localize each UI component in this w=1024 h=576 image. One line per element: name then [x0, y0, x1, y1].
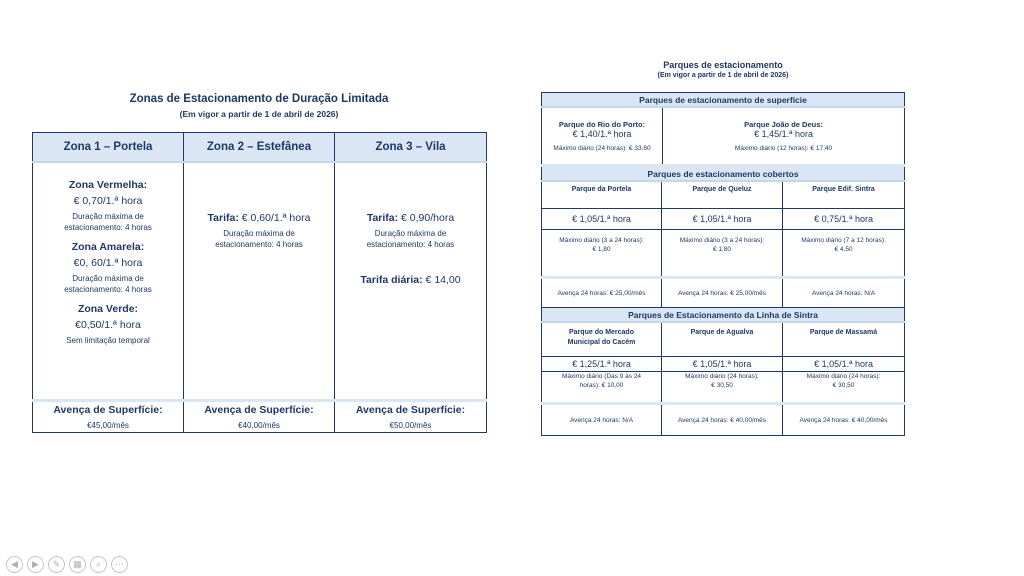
sintra-park-3-avenca: Avença 24 horas: € 40,00/mês — [783, 404, 905, 436]
sintra-names-row — [542, 322, 905, 357]
sintra-rates-row — [542, 357, 905, 372]
zone-1-footer — [33, 401, 184, 433]
pen-icon[interactable]: ✎ — [48, 556, 65, 573]
surface-park-1-rate: € 1,40/1.ª hora — [572, 129, 632, 139]
presentation-toolbar — [6, 556, 128, 573]
sintra-header: Parques de Estacionamento da Linha de Sintra — [542, 308, 905, 323]
covered-park-3-max — [783, 230, 905, 278]
sintra-park-1-max — [542, 372, 662, 404]
slides-icon[interactable]: ▦ — [69, 556, 86, 573]
covered-park-3-max-label: Máximo diário (7 a 12 horas): — [801, 237, 886, 244]
zone-3-daily-label: Tarifa diária: — [360, 274, 423, 286]
yellow-zone-name: Zona Amarela: — [71, 241, 145, 253]
covered-park-3-avenca: Avença 24 horas: N/A — [783, 278, 905, 308]
covered-park-3-max-value: € 4,50 — [834, 246, 853, 253]
zone-1-avenca-value: €45,00/mês — [87, 421, 129, 430]
sintra-park-2-avenca: Avença 24 horas: € 40,00/mês — [662, 404, 783, 436]
covered-park-1-rate: € 1,05/1.ª hora — [542, 209, 662, 230]
sintra-park-3-max-label: Máximo diário (24 horas): — [806, 373, 881, 380]
sintra-park-3-rate: € 1,05/1.ª hora — [783, 357, 905, 372]
surface-park-2-name: Parque João de Deus: — [744, 120, 823, 129]
covered-header: Parques de estacionamento cobertos — [542, 166, 905, 182]
zone-1-cell — [33, 162, 184, 401]
covered-park-3-rate: € 0,75/1.ª hora — [783, 209, 905, 230]
sintra-park-1-max-label: Máximo diário (Das 9 às 24 — [561, 373, 642, 380]
zone-2-note: Duração máxima de estacionamento: 4 horas — [215, 229, 303, 249]
zone-2-avenca-value: €40,00/mês — [238, 421, 280, 430]
covered-park-3-name: Parque Edif. Sintra — [783, 181, 905, 209]
zone-2-avenca-label: Avença de Superfície: — [204, 404, 314, 416]
covered-park-1-max-label: Máximo diário (3 a 24 horas): — [559, 237, 644, 244]
green-zone-note: Sem limitação temporal — [66, 336, 150, 345]
covered-park-1-avenca: Avença 24 horas: € 25,00/mês — [542, 278, 662, 308]
zones-table — [32, 132, 487, 433]
zone-2-tariff-label: Tarifa: — [207, 212, 239, 224]
zone-3-daily-value: € 14,00 — [422, 274, 461, 286]
sintra-park-1-name: Parque do Mercado Municipal do Cacém — [542, 322, 662, 357]
zone-1-header: Zona 1 – Portela — [33, 133, 184, 163]
surface-park-2 — [663, 107, 905, 166]
sintra-max-row — [542, 372, 905, 404]
sintra-park-2-rate: € 1,05/1.ª hora — [662, 357, 783, 372]
covered-names-row — [542, 181, 905, 209]
covered-park-2-max-value: € 1,80 — [712, 246, 732, 253]
covered-park-2-name: Parque de Queluz — [662, 181, 783, 209]
surface-header: Parques de estacionamento de superfície — [542, 93, 905, 108]
covered-park-1-max — [542, 230, 662, 278]
zone-2-cell — [184, 162, 335, 401]
zones-footer-row — [33, 401, 487, 433]
red-zone-name: Zona Vermelha: — [68, 179, 148, 191]
zone-2-tariff — [184, 212, 334, 224]
surface-row — [542, 107, 905, 166]
zone-3-daily — [335, 274, 486, 286]
zones-title: Zonas de Estacionamento de Duração Limitada — [129, 93, 389, 105]
zone-2-header: Zona 2 – Estefânea — [184, 133, 335, 163]
sintra-park-2-max-value: € 30,50 — [711, 382, 733, 389]
red-zone-rate: € 0,70/1.ª hora — [73, 195, 143, 207]
zone-2-footer — [184, 401, 335, 433]
parks-title: Parques de estacionamento — [663, 60, 783, 70]
zone-3-tariff-label: Tarifa: — [366, 212, 399, 224]
zone-3-tariff-value: € 0,90/hora — [398, 212, 455, 224]
zone-3-avenca-label: Avença de Superfície: — [355, 404, 466, 416]
covered-park-2-rate: € 1,05/1.ª hora — [662, 209, 783, 230]
surface-park-2-rate: € 1,45/1.ª hora — [754, 129, 813, 139]
sintra-park-1-rate: € 1,25/1.ª hora — [542, 357, 662, 372]
sintra-park-2-max — [662, 372, 783, 404]
sintra-park-2-max-label: Máximo diário (24 horas): — [685, 373, 759, 380]
zones-body-row — [33, 162, 487, 401]
zone-1-avenca-label: Avença de Superfície: — [53, 404, 163, 416]
red-zone-note: Duração máxima de estacionamento: 4 horas — [64, 212, 152, 232]
zone-3-cell — [335, 162, 487, 401]
covered-park-1-max-value: € 1,80 — [592, 246, 611, 253]
previous-icon[interactable]: ◀ — [6, 556, 23, 573]
covered-rates-row — [542, 209, 905, 230]
covered-max-row — [542, 230, 905, 278]
green-zone-name: Zona Verde: — [77, 303, 139, 315]
zone-3-tariff — [335, 212, 486, 224]
sintra-park-3-max-value: € 30,50 — [832, 382, 855, 389]
covered-park-2-max — [662, 230, 783, 278]
covered-park-2-avenca: Avença 24 horas: € 25,00/mês — [662, 278, 783, 308]
zoom-icon[interactable]: ⌕ — [90, 556, 107, 573]
surface-park-1-name: Parque do Rio do Porto: — [558, 120, 646, 129]
zone-3-avenca-value: €50,00/mês — [389, 421, 432, 430]
parks-table — [541, 92, 905, 436]
covered-avenca-row — [542, 278, 905, 308]
sintra-park-3-max — [783, 372, 905, 404]
zone-2-tariff-value: € 0,60/1.ª hora — [238, 212, 311, 224]
parks-subtitle: (Em vigor a partir de 1 de abril de 2026) — [657, 72, 789, 79]
yellow-zone-rate: €0, 60/1.ª hora — [73, 257, 143, 269]
green-zone-rate: €0,50/1.ª hora — [75, 319, 141, 331]
zones-subtitle: (Em vigor a partir de 1 de abril de 2026) — [179, 109, 339, 119]
sintra-park-3-name: Parque de Massamá — [783, 322, 905, 357]
more-icon[interactable]: ⋯ — [111, 556, 128, 573]
yellow-zone-note: Duração máxima de estacionamento: 4 horas — [64, 274, 152, 294]
zone-3-header: Zona 3 – Vila — [335, 133, 487, 163]
sintra-avenca-row — [542, 404, 905, 436]
sintra-park-1-max-value: horas): € 10,00 — [579, 382, 624, 389]
sintra-park-2-name: Parque de Agualva — [662, 322, 783, 357]
surface-park-1-max: Máximo diário (24 horas): € 33,60 — [553, 145, 651, 152]
sintra-park-1-avenca: Avença 24 horas: N/A — [542, 404, 662, 436]
surface-park-2-max: Máximo diário (12 horas): € 17,40 — [734, 145, 833, 152]
covered-park-1-name: Parque da Portela — [542, 181, 662, 209]
zone-3-note: Duração máxima de estacionamento: 4 horas — [366, 229, 455, 249]
surface-park-1 — [542, 107, 663, 166]
zone-3-footer — [335, 401, 487, 433]
next-icon[interactable]: ▶ — [27, 556, 44, 573]
covered-park-2-max-label: Máximo diário (3 a 24 horas): — [679, 237, 765, 244]
zones-header-row — [33, 133, 487, 163]
